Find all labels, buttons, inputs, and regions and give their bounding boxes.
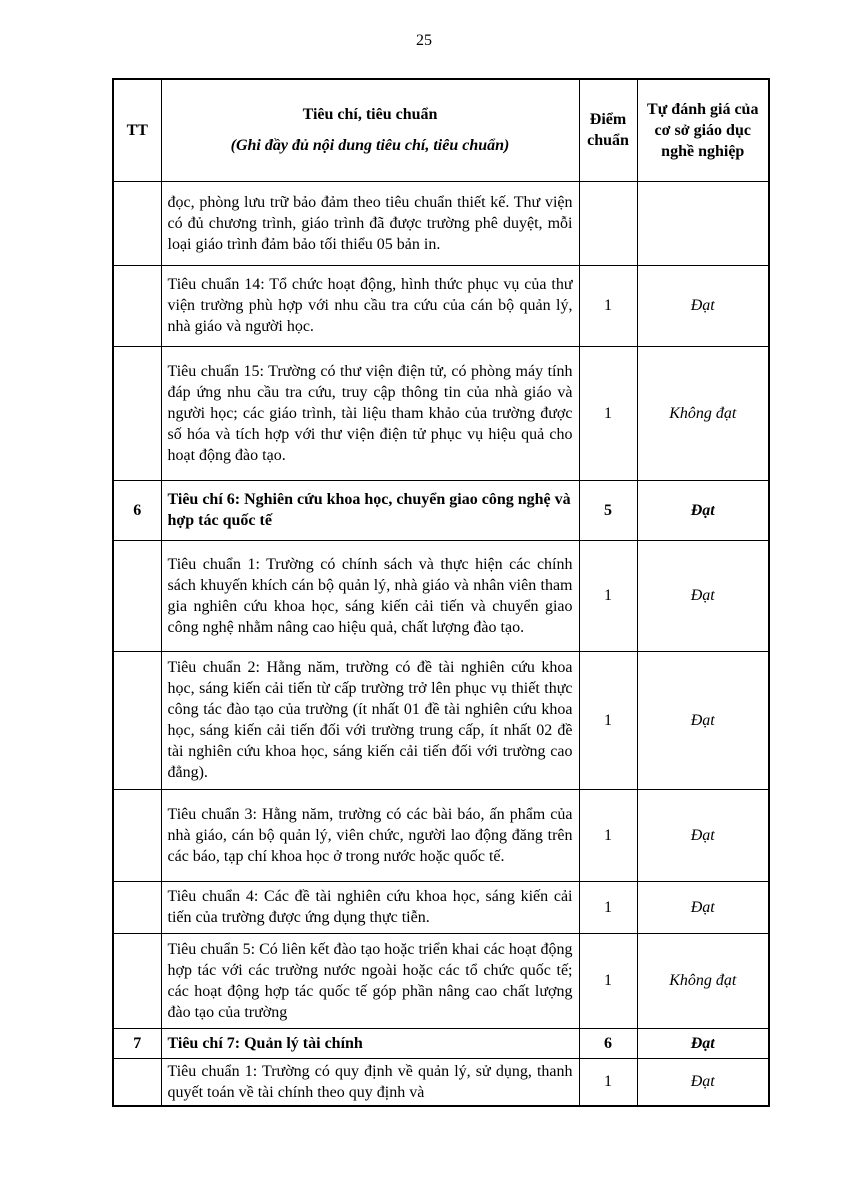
criterion-tt: 7: [113, 1028, 161, 1058]
header-score: Điểm chuẩn: [579, 79, 637, 181]
row-score: 1: [579, 540, 637, 651]
row-content: Tiêu chuẩn 14: Tổ chức hoạt động, hình thức phục vụ của thư viện trường phù hợp với nhu cầu tra cứu của cán bộ quản lý, nhà giáo và người học.: [161, 265, 579, 346]
row-score: 1: [579, 933, 637, 1028]
row-score: 1: [579, 881, 637, 933]
table-row: [113, 346, 769, 480]
row-result: Không đạt: [637, 346, 769, 480]
criteria-table: [112, 78, 770, 1107]
table-row: [113, 881, 769, 933]
row-content: Tiêu chuẩn 3: Hằng năm, trường có các bài báo, ấn phẩm của nhà giáo, cán bộ quản lý, viên chức, người lao động đăng trên các báo, tạp chí khoa học ở trong nước hoặc quốc tế.: [161, 789, 579, 881]
row-tt: [113, 651, 161, 789]
criterion-title: Tiêu chí 6: Nghiên cứu khoa học, chuyển giao công nghệ và hợp tác quốc tế: [161, 480, 579, 540]
table-row: [113, 651, 769, 789]
header-criteria: [161, 79, 579, 181]
row-content: Tiêu chuẩn 4: Các đề tài nghiên cứu khoa học, sáng kiến cải tiến của trường được ứng dụng thực tiễn.: [161, 881, 579, 933]
row-tt: [113, 540, 161, 651]
criterion-result: Đạt: [637, 480, 769, 540]
row-result: Đạt: [637, 651, 769, 789]
row-tt: [113, 789, 161, 881]
row-result: Đạt: [637, 789, 769, 881]
table-row: [113, 1058, 769, 1106]
criterion-tt: 6: [113, 480, 161, 540]
row-tt: [113, 346, 161, 480]
row-score: [579, 181, 637, 265]
criterion-score: 6: [579, 1028, 637, 1058]
row-result: Đạt: [637, 265, 769, 346]
row-tt: [113, 1058, 161, 1106]
criterion-row: [113, 1028, 769, 1058]
row-result: Không đạt: [637, 933, 769, 1028]
table-header-row: [113, 79, 769, 181]
table-row: [113, 540, 769, 651]
row-result: Đạt: [637, 1058, 769, 1106]
table-row: [113, 933, 769, 1028]
row-tt: [113, 881, 161, 933]
header-tt: TT: [113, 79, 161, 181]
table-row: [113, 789, 769, 881]
row-score: 1: [579, 265, 637, 346]
criterion-result: Đạt: [637, 1028, 769, 1058]
row-score: 1: [579, 346, 637, 480]
row-content: Tiêu chuẩn 2: Hằng năm, trường có đề tài nghiên cứu khoa học, sáng kiến cải tiến từ cấp trường trở lên phục vụ thiết thực công tác đào tạo của trường (ít nhất 01 đề tài nghiên cứu khoa học, sáng kiến cải tiến đối với trường trung cấp, ít nhất 02 đề tài nghiên cứu khoa học, sáng kiến cải tiến đối với trường cao đẳng).: [161, 651, 579, 789]
header-criteria-subtitle: (Ghi đầy đủ nội dung tiêu chí, tiêu chuẩn): [230, 137, 510, 155]
row-content: đọc, phòng lưu trữ bảo đảm theo tiêu chuẩn thiết kế. Thư viện có đủ chương trình, giáo trình đã được trường phê duyệt, mỗi loại giáo trình đảm bảo tối thiểu 05 bản in.: [161, 181, 579, 265]
row-score: 1: [579, 1058, 637, 1106]
row-result: Đạt: [637, 881, 769, 933]
row-content: Tiêu chuẩn 1: Trường có quy định về quản lý, sử dụng, thanh quyết toán về tài chính theo quy định và: [161, 1058, 579, 1106]
row-content: Tiêu chuẩn 5: Có liên kết đào tạo hoặc triển khai các hoạt động hợp tác với các trường nước ngoài hoặc các tổ chức quốc tế; các hoạt động hợp tác quốc tế góp phần nâng cao chất lượng đào tạo của trường: [161, 933, 579, 1028]
criterion-row: [113, 480, 769, 540]
table-row: [113, 265, 769, 346]
row-content: Tiêu chuẩn 1: Trường có chính sách và thực hiện các chính sách khuyến khích cán bộ quản lý, nhà giáo và nhân viên tham gia nghiên cứu khoa học, sáng kiến cải tiến và chuyển giao công nghệ nhằm nâng cao hiệu quả, chất lượng đào tạo.: [161, 540, 579, 651]
row-result: [637, 181, 769, 265]
row-result: Đạt: [637, 540, 769, 651]
row-content: Tiêu chuẩn 15: Trường có thư viện điện tử, có phòng máy tính đáp ứng nhu cầu tra cứu, truy cập thông tin của nhà giáo và người học; các giáo trình, tài liệu tham khảo của trường được số hóa và tích hợp với thư viện điện tử phục vụ hiệu quả cho hoạt động đào tạo.: [161, 346, 579, 480]
header-criteria-title: Tiêu chí, tiêu chuẩn: [302, 106, 438, 124]
row-tt: [113, 181, 161, 265]
criterion-title: Tiêu chí 7: Quản lý tài chính: [161, 1028, 579, 1058]
row-score: 1: [579, 789, 637, 881]
header-self-assessment: Tự đánh giá của cơ sở giáo dục nghề nghiệp: [637, 79, 769, 181]
table-row: [113, 181, 769, 265]
row-tt: [113, 933, 161, 1028]
page-number: 25: [416, 32, 432, 49]
row-tt: [113, 265, 161, 346]
row-score: 1: [579, 651, 637, 789]
criterion-score: 5: [579, 480, 637, 540]
